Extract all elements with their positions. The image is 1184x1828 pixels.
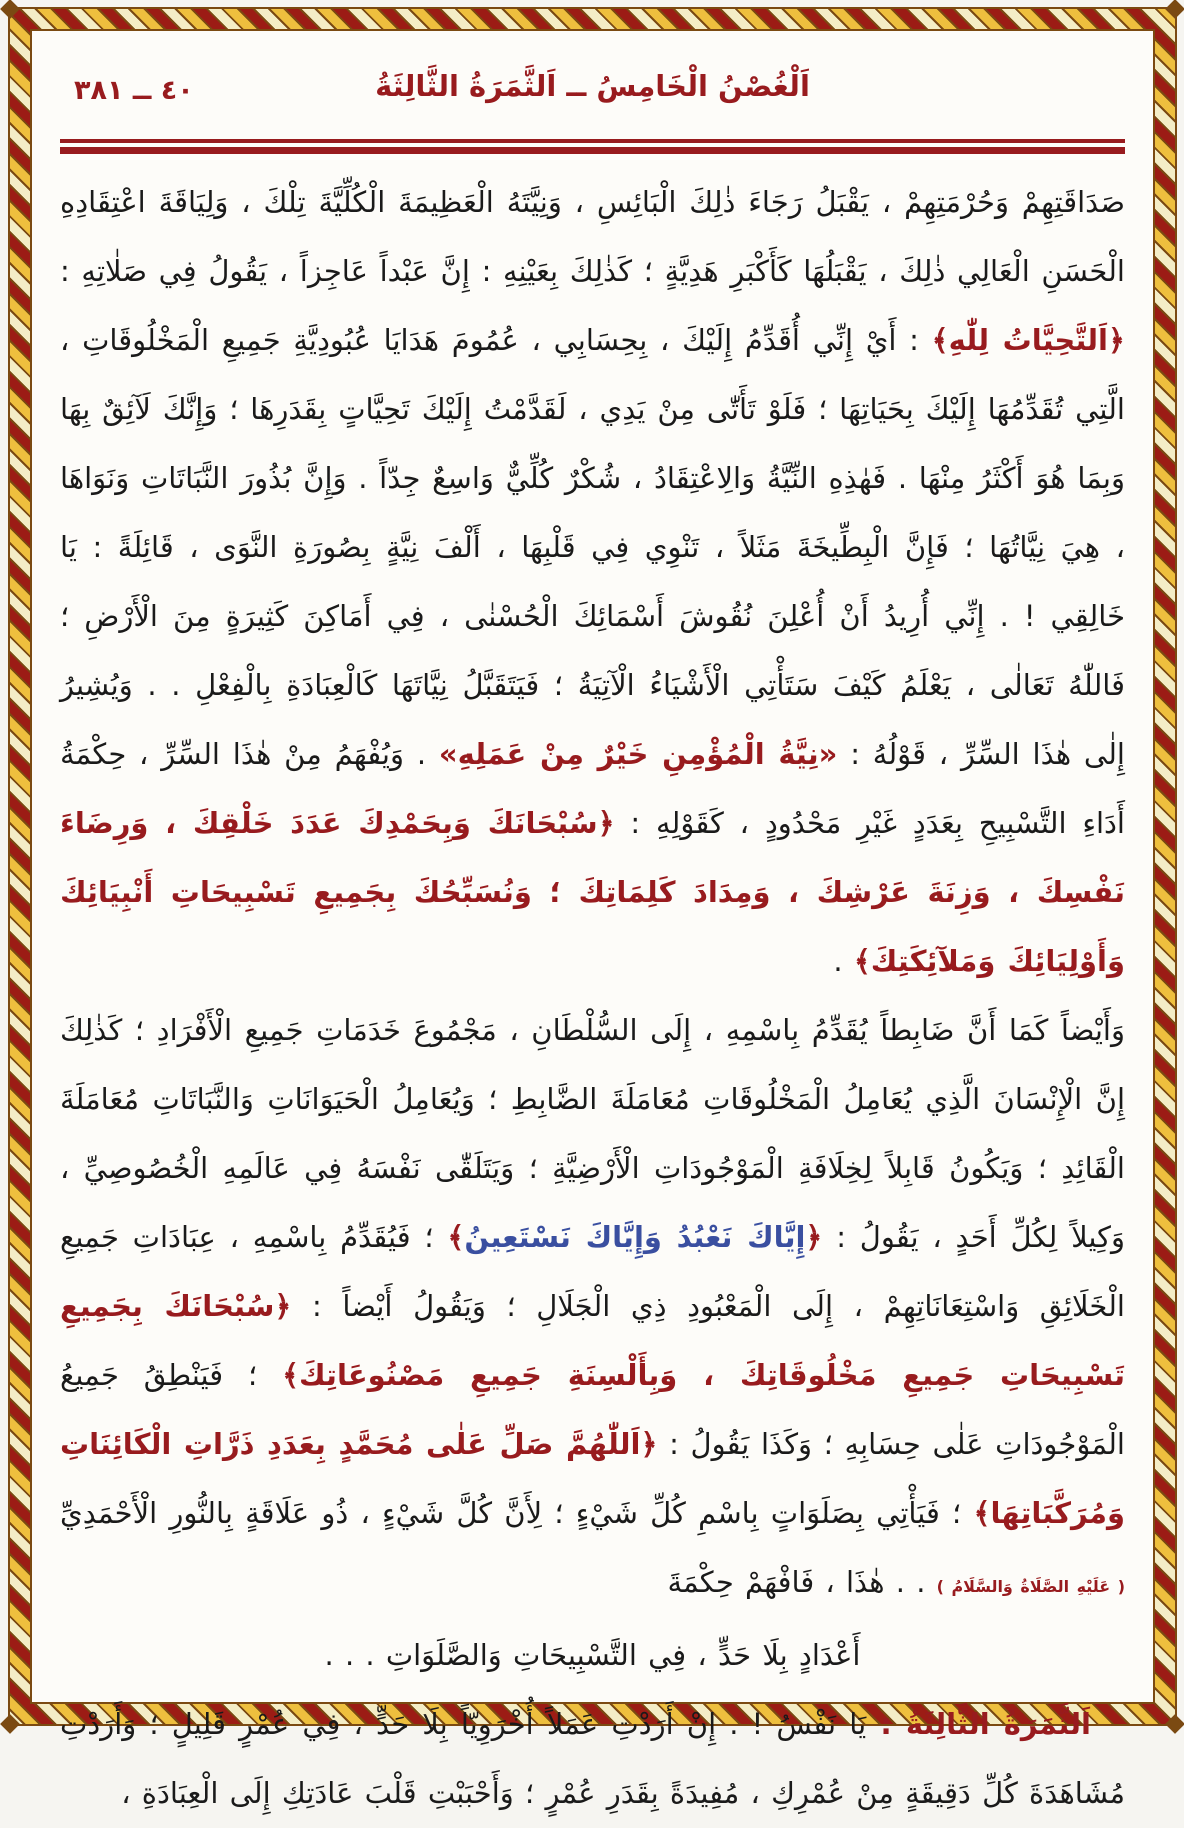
quran-verse: إِيَّاكَ نَعْبُدُ وَإِيَّاكَ نَسْتَعِينُ (464, 1220, 806, 1254)
body-text-run: يَا نَفْسُ ! . إِنْ أَرَدْتِ عَمَلاً أُخْرَوِيّاً بِلَا حَدٍّ ، فِي عُمْرٍ قَلِيلٍ ؛ وَأَرَدْتِ مُشَاهَدَةَ كُلِّ دَقِيقَةٍ مِنْ عُمْرِكِ ، مُفِيدَةً بِقَدَرِ عُمْرٍ ؛ وَأَحْبَبْتِ قَلْبَ عَادَتِكِ إِلَى الْعِبَادَةِ ، (60, 1707, 1125, 1810)
body-text-run: ؛ فَيُقَدِّمُ بِاسْمِهِ ، عِبَادَاتِ جَمِيعِ الْخَلَائِقِ وَاسْتِعَانَاتِهِمْ ، إِلَى الْمَعْبُودِ ذِي الْجَلَالِ ؛ وَيَقُولُ أَيْضاً : (60, 1220, 1125, 1323)
header-rule (60, 139, 1125, 154)
book-page (1, 0, 1184, 1810)
body-paragraphs (60, 168, 1125, 1828)
tasbih-quote: ﴿سُبْحَانَكَ وَبِحَمْدِكَ عَدَدَ خَلْقِكَ ، وَرِضَاءَ نَفْسِكَ ، وَزِنَةَ عَرْشِكَ ، وَمِدَادَ كَلِمَاتِكَ ؛ وَنُسَبِّحُكَ بِجَمِيعِ تَسْبِيحَاتِ أَنْبِيَائِكَ وَأَوْلِيَائِكَ وَمَلآئِكَتِكَ﴾ (60, 806, 1125, 978)
paragraph (60, 1621, 1125, 1690)
hadith-quote: «نِيَّةُ الْمُؤْمِنِ خَيْرٌ مِنْ عَمَلِهِ» (438, 737, 838, 771)
section-label: اَلثَّمَرَةُ الثَّالِثَةُ : (866, 1707, 1091, 1741)
rule-thick-line (60, 147, 1125, 154)
salawat-quote: ﴿اَللّٰهُمَّ صَلِّ عَلٰى مُحَمَّدٍ بِعَدَدِ ذَرَّاتِ الْكَائِنَاتِ وَمُرَكَّبَاتِهَا﴾ (60, 1427, 1125, 1530)
page (1, 0, 1184, 1810)
body-text-run: صَدَاقَتِهِمْ وَحُرْمَتِهِمْ ، يَقْبَلُ رَجَاءَ ذٰلِكَ الْبَائِسِ ، وَنِيَّتَهُ الْعَظِيمَةَ الْكُلِّيَّةَ تِلْكَ ، وَلِيَاقَةَ اعْتِقَادِهِ الْحَسَنِ الْعَالِي ذٰلِكَ ، يَقْبَلُهَا كَأَكْبَرِ هَدِيَّةٍ ؛ كَذٰلِكَ بِعَيْنِهِ : إِنَّ عَبْداً عَاجِزاً ، يَقُولُ فِي صَلٰاتِهِ : (60, 185, 1125, 288)
paragraph (60, 1690, 1125, 1828)
paragraph (60, 996, 1125, 1621)
page-title: اَلْغُصْنُ الْخَامِسُ ــ اَلثَّمَرَةُ الثَّالِثَةُ (375, 69, 810, 103)
body-text-run: . (833, 944, 854, 978)
paragraph (60, 168, 1125, 996)
body-text-run: : أَيْ إِنِّي أُقَدِّمُ إِلَيْكَ ، بِحِسَابِي ، عُمُومَ هَدَايَا عُبُودِيَّةِ جَمِيعِ الْمَخْلُوقَاتِ ، الَّتِي تُقَدِّمُهَا إِلَيْكَ بِحَيَاتِهَا ؛ فَلَوْ تَأَتّٰى مِنْ يَدِي ، لَقَدَّمْتُ إِلَيْكَ تَحِيَّاتٍ بِقَدَرِهَا ؛ وَإِنَّكَ لَآئِقٌ بِهَا وَبِمَا هُوَ أَكْثَرُ مِنْهَا . فَهٰذِهِ النِّيَّةُ وَالِاعْتِقَادُ ، شُكْرٌ كُلِّيٌّ وَاسِعٌ جِدّاً . وَإِنَّ بُذُورَ النَّبَاتَاتِ وَنَوَاهَا ، هِيَ نِيَّاتُهَا ؛ فَإِنَّ الْبِطِّيخَةَ مَثَلاً ، تَنْوِي فِي قَلْبِهَا ، أَلْفَ نِيَّةٍ بِصُورَةِ النَّوَى ، قَائِلَةً : يَا خَالِقِي ! . إِنِّي أُرِيدُ أَنْ أُعْلِنَ نُقُوشَ أَسْمَائِكَ الْحُسْنٰى ، فِي أَمَاكِنَ كَثِيرَةٍ مِنَ الْأَرْضِ ؛ فَاللّٰهُ تَعَالٰى ، يَعْلَمُ كَيْفَ سَتَأْتِي الْأَشْيَاءُ الْآتِيَةُ ؛ فَيَتَقَبَّلُ نِيَّاتَهَا كَالْعِبَادَةِ بِالْفِعْلِ . . وَيُشِيرُ إِلٰى هٰذَا السِّرِّ ، قَوْلُهُ : (60, 323, 1125, 771)
tahiyyat-quote: ﴿اَلتَّحِيَّاتُ لِلّٰهِ﴾ (931, 323, 1125, 357)
ornate-bracket-close: ﴾ (447, 1220, 465, 1254)
body-text-run: أَعْدَادٍ بِلَا حَدٍّ ، فِي التَّسْبِيحَاتِ وَالصَّلَوَاتِ . . . (324, 1638, 861, 1672)
tasbih-quote: ﴿سُبْحَانَكَ بِجَمِيعِ تَسْبِيحَاتِ جَمِيعِ مَخْلُوقَاتِكَ ، وَبِأَلْسِنَةِ جَمِيعِ مَصْنُوعَاتِكَ﴾ (60, 1289, 1125, 1392)
body-text-run: . وَيُفْهَمُ مِنْ هٰذَا السِّرِّ ، حِكْمَةُ أَدَاءِ التَّسْبِيحِ بِعَدَدٍ غَيْرِ مَحْدُودٍ ، كَقَوْلِهِ : (60, 737, 1125, 840)
body-text-run: وَأَيْضاً كَمَا أَنَّ ضَابِطاً يُقَدِّمُ بِاسْمِهِ ، إِلَى السُّلْطَانِ ، مَجْمُوعَ خَدَمَاتِ جَمِيعِ الْأَفْرَادِ ؛ كَذٰلِكَ إِنَّ الْإِنْسَانَ الَّذِي يُعَامِلُ الْمَخْلُوقَاتِ مُعَامَلَةَ الضَّابِطِ ؛ وَيُعَامِلُ الْحَيَوَانَاتِ وَالنَّبَاتَاتِ مُعَامَلَةَ الْقَائِدِ ؛ وَيَكُونُ قَابِلاً لِخِلَافَةِ الْمَوْجُودَاتِ الْأَرْضِيَّةِ ؛ وَيَتَلَقّٰى نَفْسَهُ فِي عَالَمِهِ الْخُصُوصِيِّ ، وَكِيلاً لِكُلِّ أَحَدٍ ، يَقُولُ : (60, 1013, 1125, 1254)
page-content (34, 33, 1151, 1810)
body-text-run: ؛ فَيَأْتِي بِصَلَوَاتٍ بِاسْمِ كُلِّ شَيْءٍ ؛ لِأَنَّ كُلَّ شَيْءٍ ، ذُو عَلَاقَةٍ بِالنُّورِ الْأَحْمَدِيِّ (60, 1496, 974, 1530)
body-text-run: ؛ فَيَنْطِقُ جَمِيعُ الْمَوْجُودَاتِ عَلٰى حِسَابِهِ ؛ وَكَذَا يَقُولُ : (60, 1358, 1125, 1461)
page-number: ٤٠ ــ ٣٨١ (74, 75, 194, 106)
page-header (60, 67, 1125, 119)
body-text-run: . . هٰذَا ، فَافْهَمْ حِكْمَةَ (667, 1565, 937, 1599)
salawat-seal: ( عَلَيْهِ الصَّلَاةُ وَالسَّلَامُ ) (936, 1577, 1125, 1596)
ornate-bracket-open: ﴿ (805, 1220, 823, 1254)
